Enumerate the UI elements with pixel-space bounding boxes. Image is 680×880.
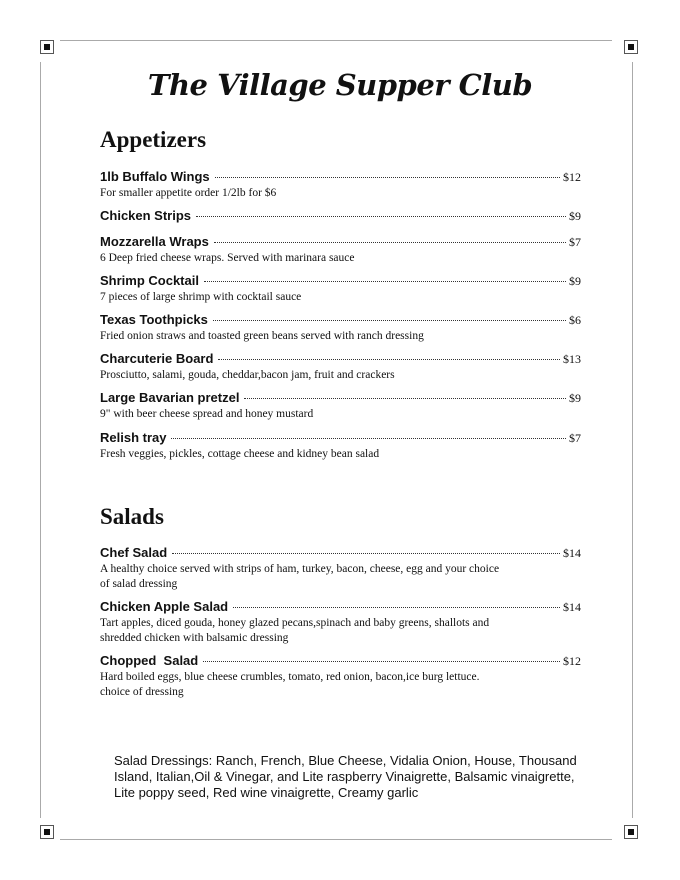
dot-leader: [233, 607, 560, 608]
dot-leader: [214, 242, 566, 243]
dot-leader: [244, 398, 566, 399]
item-price: $9: [569, 391, 581, 405]
item-description: Prosciutto, salami, gouda, cheddar,bacon jam, fruit and crackers: [100, 369, 395, 381]
left-border: [40, 62, 41, 818]
menu-item: [100, 234, 581, 266]
item-name: Shrimp Cocktail: [100, 273, 199, 288]
item-price: $7: [569, 431, 581, 445]
item-name: Chef Salad: [100, 545, 168, 560]
menu-item: [100, 390, 581, 422]
menu-item: [100, 430, 581, 462]
item-price: $13: [563, 352, 581, 366]
item-price: $9: [569, 274, 581, 288]
dot-leader: [204, 281, 566, 282]
item-description: 7 pieces of large shrimp with cocktail sauce: [100, 291, 302, 303]
dot-leader: [215, 177, 560, 178]
item-name: Chicken Apple Salad: [100, 599, 229, 614]
salads-heading: Salads: [100, 504, 164, 529]
dot-leader: [203, 661, 560, 662]
corner-mark-bottom-right: [624, 825, 638, 839]
menu-title: The Village Supper Club: [147, 68, 533, 102]
right-border: [632, 62, 633, 818]
top-border: [60, 40, 612, 41]
item-description: A healthy choice served with strips of ham, turkey, bacon, cheese, egg and your choice of salad dressing: [100, 563, 500, 590]
item-price: $12: [563, 654, 581, 668]
menu-item: [100, 351, 581, 383]
item-description: 6 Deep fried cheese wraps. Served with marinara sauce: [100, 252, 355, 264]
dot-leader: [172, 553, 560, 554]
dot-leader: [213, 320, 566, 321]
bottom-border: [60, 839, 612, 840]
appetizers-heading: Appetizers: [100, 127, 207, 152]
item-description: Hard boiled eggs, blue cheese crumbles, tomato, red onion, bacon,ice burg lettuce. choice of dressing: [100, 671, 480, 698]
item-name: Chicken Strips: [100, 208, 192, 223]
item-name: Chopped Salad: [100, 653, 199, 668]
dot-leader: [218, 359, 560, 360]
item-description: Fresh veggies, pickles, cottage cheese and kidney bean salad: [100, 448, 380, 460]
item-price: $14: [563, 600, 581, 614]
menu-item: [100, 653, 581, 700]
menu-item: [100, 599, 581, 646]
corner-mark-top-left: [40, 40, 54, 54]
dot-leader: [196, 216, 566, 217]
item-name: Relish tray: [100, 430, 167, 445]
item-name: Charcuterie Board: [100, 351, 214, 366]
corner-mark-top-right: [624, 40, 638, 54]
item-name: Large Bavarian pretzel: [100, 390, 240, 405]
item-price: $9: [569, 209, 581, 223]
item-name: 1lb Buffalo Wings: [100, 169, 210, 184]
item-price: $7: [569, 235, 581, 249]
menu-item: [100, 208, 581, 225]
corner-mark-bottom-left: [40, 825, 54, 839]
menu-item: [100, 312, 581, 344]
item-description: For smaller appetite order 1/2lb for $6: [100, 187, 277, 199]
menu-item: [100, 169, 581, 201]
menu-item: [100, 545, 581, 592]
dot-leader: [171, 438, 566, 439]
item-description: Fried onion straws and toasted green beans served with ranch dressing: [100, 330, 424, 342]
item-price: $12: [563, 170, 581, 184]
item-description: 9" with beer cheese spread and honey mustard: [100, 408, 314, 420]
item-price: $6: [569, 313, 581, 327]
item-description: Tart apples, diced gouda, honey glazed pecans,spinach and baby greens, shallots and shredded chicken with balsamic dressing: [100, 617, 490, 644]
menu-item: [100, 273, 581, 305]
salad-dressings-note: Salad Dressings: Ranch, French, Blue Cheese, Vidalia Onion, House, Thousand Island, Italian,Oil & Vinegar, and Lite raspberry Vinaigrette, Balsamic vinaigrette, Lite poppy seed, Red wine vinaigrette, Creamy garlic: [114, 753, 577, 800]
item-name: Texas Toothpicks: [100, 312, 208, 327]
item-name: Mozzarella Wraps: [100, 234, 209, 249]
item-price: $14: [563, 546, 581, 560]
